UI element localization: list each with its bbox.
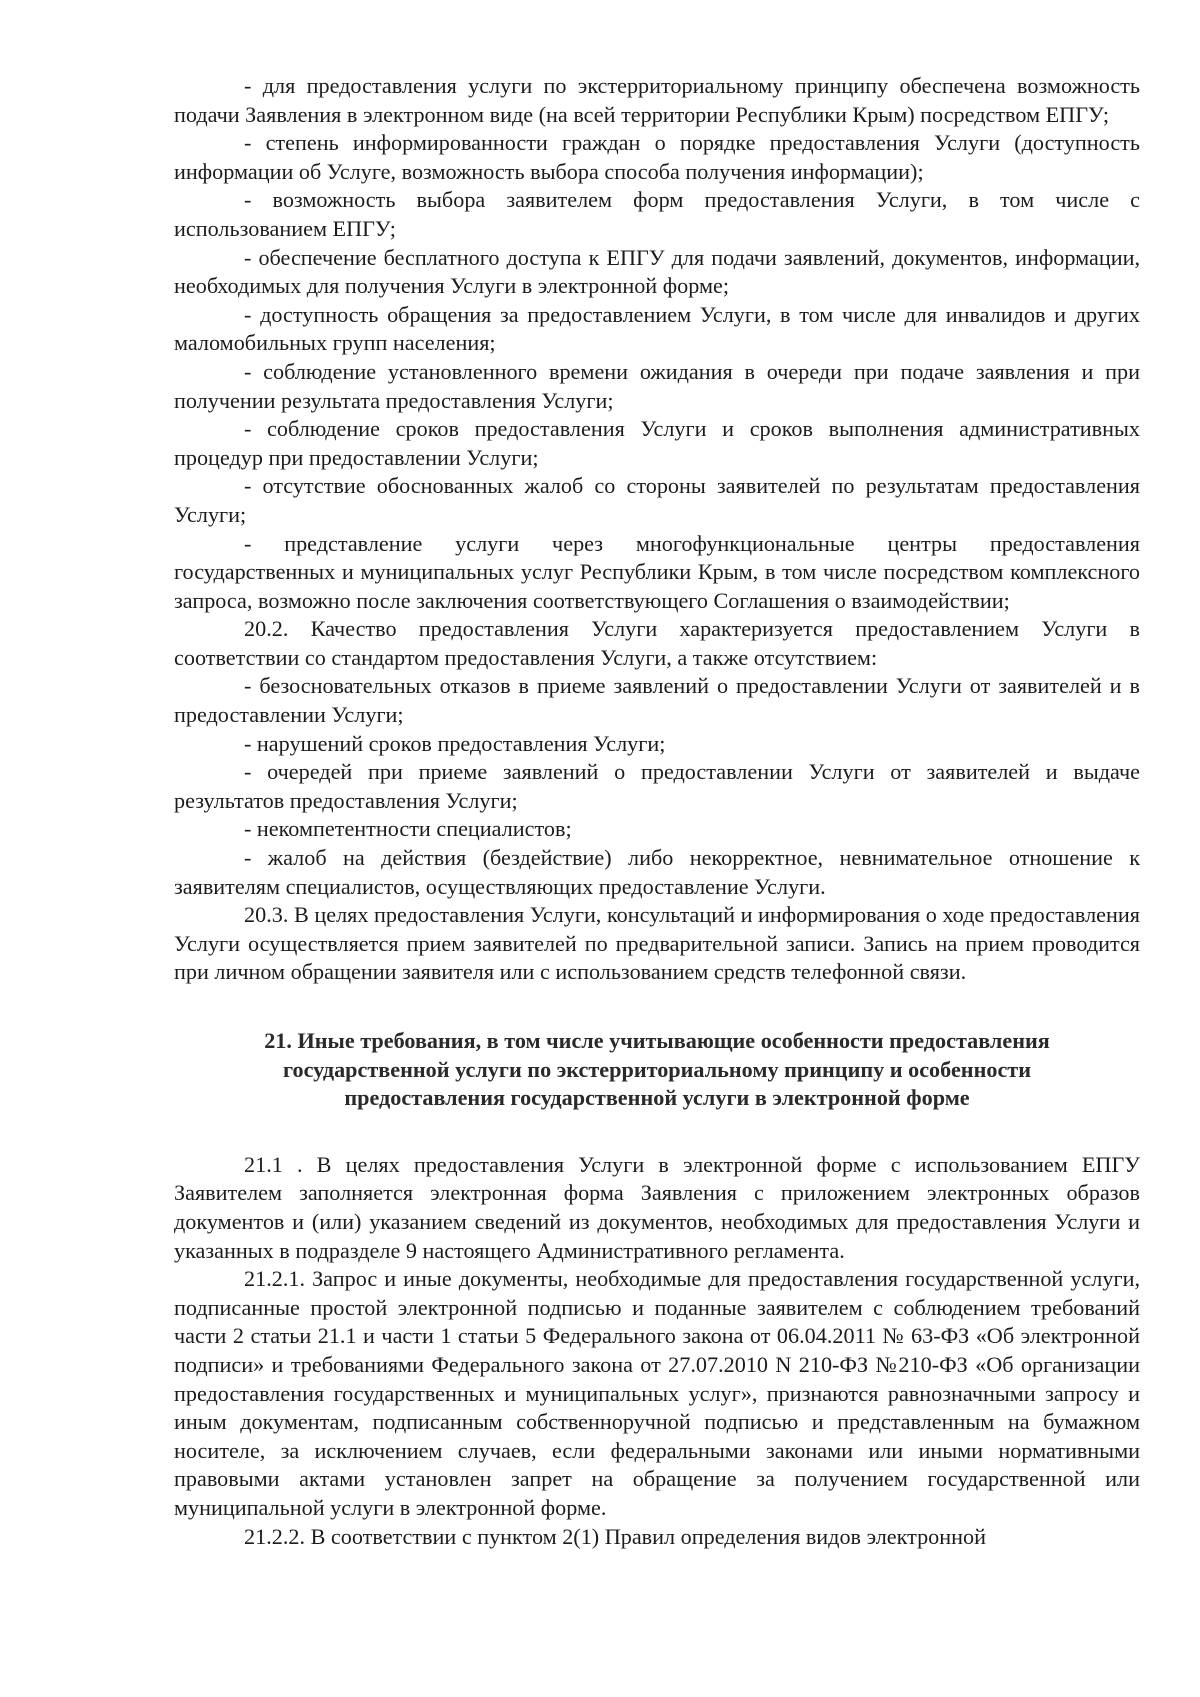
paragraph-6: - соблюдение установленного времени ожидания в очереди при подаче заявления и при получении результата предоставления Услуги;	[174, 358, 1140, 413]
paragraph-5: - доступность обращения за предоставлением Услуги, в том числе для инвалидов и других маломобильных групп населения;	[174, 301, 1140, 356]
paragraph-14: - некомпетентности специалистов;	[244, 816, 572, 842]
paragraph-7: - соблюдение сроков предоставления Услуги и сроков выполнения административных процедур при предоставлении Услуги;	[174, 416, 1140, 470]
paragraph-2: - степень информированности граждан о порядке предоставления Услуги (доступность информации об Услуге, возможность выбора способа получения информации);	[174, 130, 1140, 184]
heading-line-1: 21. Иные требования, в том числе учитывающие особенности предоставления	[264, 1028, 1050, 1053]
document-page	[174, 72, 1140, 1551]
paragraph-4: - обеспечение бесплатного доступа к ЕПГУ для подачи заявлений, документов, информации, необходимых для получения Услуги в электронной форме;	[174, 244, 1140, 299]
heading-line-3: предоставления государственной услуги в электронной форме	[344, 1085, 970, 1111]
heading-line-2: государственной услуги по экстерриториальному принципу и особенности	[283, 1056, 1031, 1082]
paragraph-1: - для предоставления услуги по экстерриториальному принципу обеспечена возможность подачи Заявления в электронном виде (на всей территории Республики Крым) посредством ЕПГУ;	[174, 73, 1140, 127]
paragraph-21-2-1: 21.2.1. Запрос и иные документы, необходимые для предоставления государственной услуги, подписанные простой электронной подписью и поданные заявителем с соблюдением требований части 2 статьи 21.1 и части 1 статьи 5 Федерального закона от 06.04.2011 № 63-ФЗ «Об электронной подписи» и требованиями Федерального закона от 27.07.2010 N 210-ФЗ №210-ФЗ «Об организации предоставления государственных и муниципальных услуг», признаются равнозначными запросу и иным документам, подписанным собственноручной подписью и представленным на бумажном носителе, за исключением случаев, если федеральными законами или иными нормативными правовыми актами установлен запрет на обращение за получением государственной или муниципальной услуги в электронной форме.	[174, 1266, 1140, 1520]
paragraph-20-3: 20.3. В целях предоставления Услуги, консультаций и информирования о ходе предоставления Услуги осуществляется прием заявителей по предварительной записи. Запись на прием проводится при личном обращении заявителя или с использованием средств телефонной связи.	[174, 902, 1140, 985]
paragraph-12: - нарушений сроков предоставления Услуги;	[244, 730, 666, 756]
paragraph-21-2-2: 21.2.2. В соответствии с пунктом 2(1) Правил определения видов электронной	[244, 1523, 986, 1549]
section-21-heading	[174, 1027, 1140, 1113]
paragraph-15: - жалоб на действия (бездействие) либо некорректное, невнимательное отношение к заявителям специалистов, осуществляющих предоставление Услуги.	[174, 845, 1140, 899]
paragraph-21-1: 21.1 . В целях предоставления Услуги в электронной форме с использованием ЕПГУ Заявителем заполняется электронная форма Заявления с приложением электронных образов документов и (или) указанием сведений из документов, необходимых для предоставления Услуги и указанных в подразделе 9 настоящего Административного регламента.	[174, 1151, 1140, 1263]
paragraph-9: - представление услуги через многофункциональные центры предоставления государственных и муниципальных услуг Республики Крым, в том числе посредством комплексного запроса, возможно после заключения соответствующего Соглашения о взаимодействии;	[174, 530, 1140, 613]
paragraph-11: - безосновательных отказов в приеме заявлений о предоставлении Услуги от заявителей и в предоставлении Услуги;	[174, 673, 1140, 728]
paragraph-3: - возможность выбора заявителем форм предоставления Услуги, в том числе с использованием ЕПГУ;	[174, 187, 1140, 241]
paragraph-20-2: 20.2. Качество предоставления Услуги характеризуется предоставлением Услуги в соответствии со стандартом предоставления Услуги, а также отсутствием:	[174, 616, 1140, 670]
paragraph-13: - очередей при приеме заявлений о предоставлении Услуги от заявителей и выдаче результатов предоставления Услуги;	[174, 759, 1140, 813]
paragraph-8: - отсутствие обоснованных жалоб со стороны заявителей по результатам предоставления Услуги;	[174, 473, 1140, 527]
